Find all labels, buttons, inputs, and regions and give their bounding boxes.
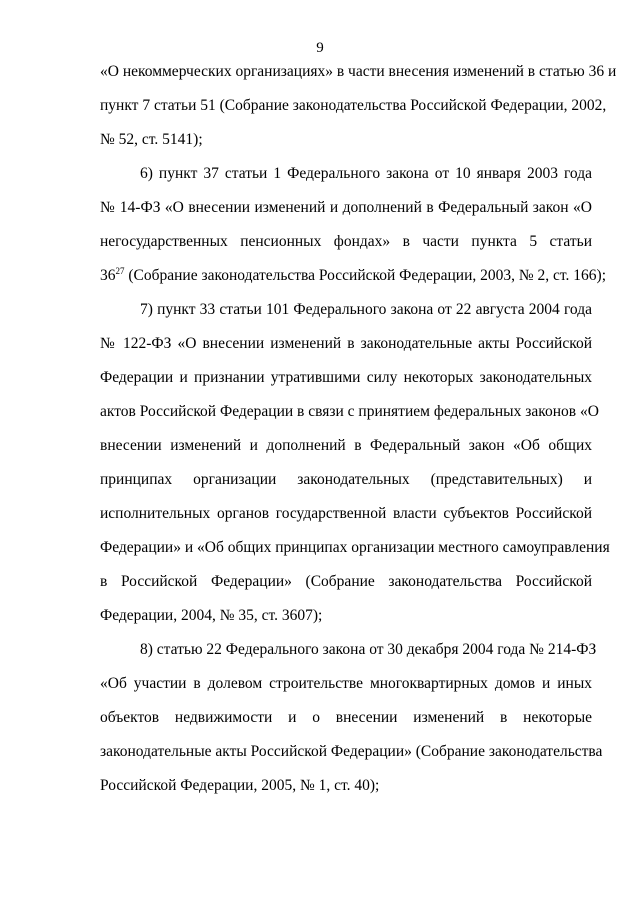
text-line: внесении изменений и дополнений в Федеральный закон «Об общих [100,437,592,454]
text-line [100,266,607,286]
text-line: законодательные акты Российской Федерации» (Собрание законодательства [100,743,603,760]
text-line: 6) пункт 37 статьи 1 Федерального закона от 10 января 2003 года [140,165,592,182]
page-number: 9 [316,40,324,56]
text-line: негосударственных пенсионных фондах» в части пункта 5 статьи [100,233,592,250]
text-line: 7) пункт 33 статьи 101 Федерального закона от 22 августа 2004 года [140,301,592,318]
text-line: Федерации» и «Об общих принципах организации местного самоуправления [100,539,610,556]
text-line: принципах организации законодательных (представительных) и [100,471,592,488]
text-line: Федерации, 2004, № 35, ст. 3607); [100,607,323,624]
text-line: пункт 7 статьи 51 (Собрание законодательства Российской Федерации, 2002, [100,97,607,114]
text-line: № 122-ФЗ «О внесении изменений в законодательные акты Российской [100,335,592,352]
text-line: «Об участии в долевом строительстве многоквартирных домов и иных [100,675,592,692]
text-line: актов Российской Федерации в связи с принятием федеральных законов «О [100,403,599,420]
text-line: 8) статью 22 Федерального закона от 30 декабря 2004 года № 214-ФЗ [140,641,597,658]
article-number: 36 [100,267,116,284]
text-line: № 14-ФЗ «О внесении изменений и дополнений в Федеральный закон «О [100,199,592,216]
text-line: исполнительных органов государственной власти субъектов Российской [100,505,592,522]
citation-text: (Собрание законодательства Российской Федерации, 2003, № 2, ст. 166); [124,267,607,284]
text-line: в Российской Федерации» (Собрание законодательства Российской [100,573,592,590]
text-line: объектов недвижимости и о внесении изменений в некоторые [100,709,592,726]
text-line: «О некоммерческих организациях» в части внесения изменений в статью 36 и [100,63,617,80]
text-line: Федерации и признании утратившими силу некоторых законодательных [100,369,592,386]
text-line: № 52, ст. 5141); [100,131,203,148]
text-line: Российской Федерации, 2005, № 1, ст. 40); [100,777,380,794]
article-superscript: 27 [115,266,125,276]
